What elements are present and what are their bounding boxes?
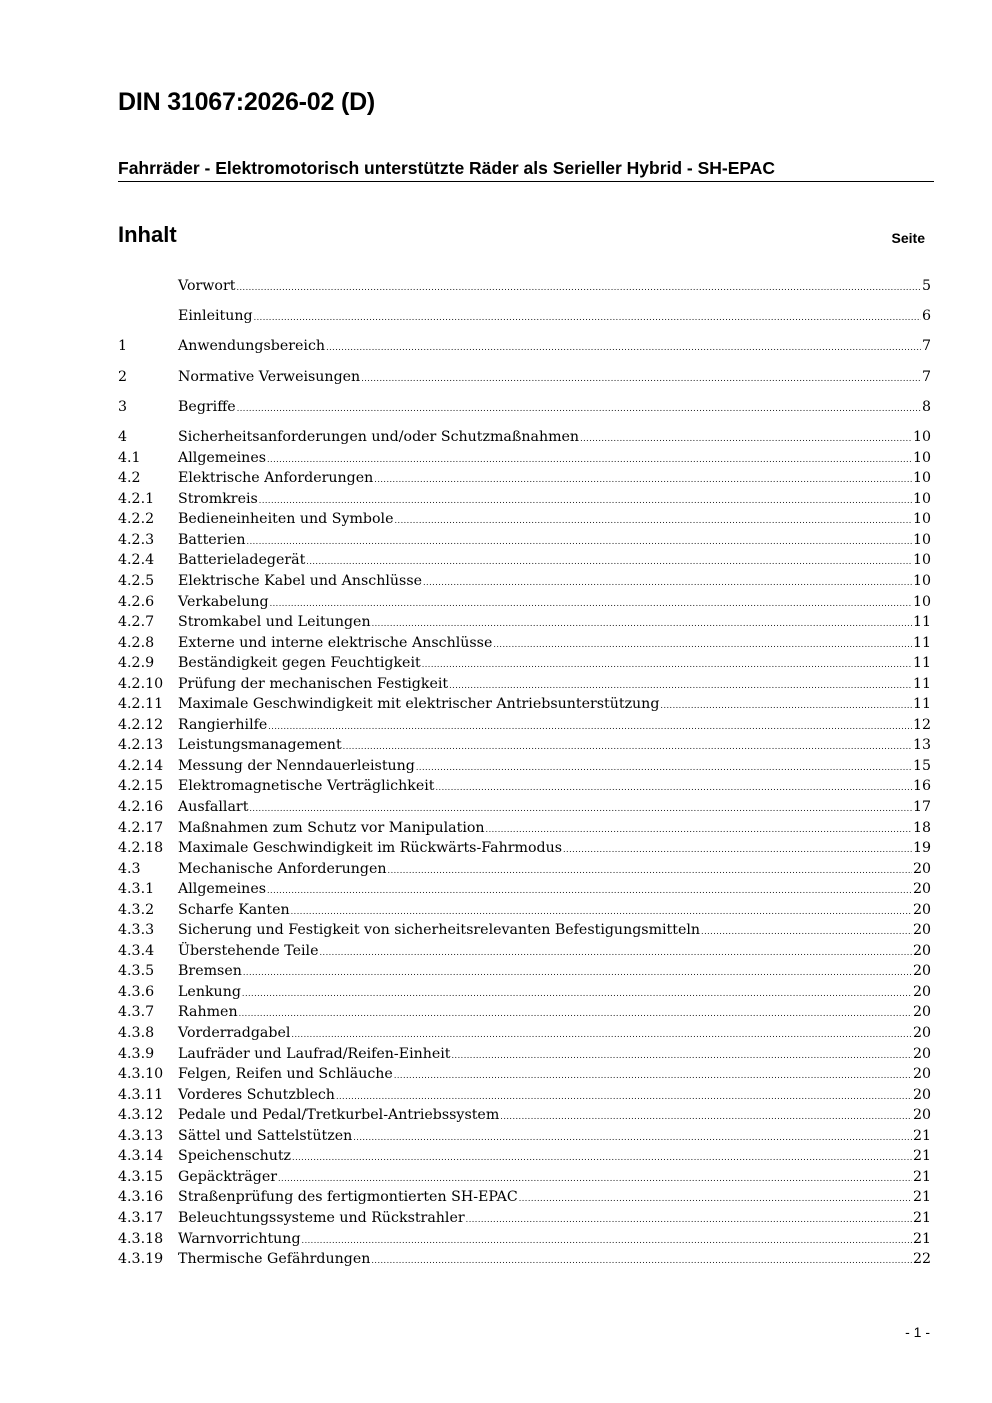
toc-entry[interactable]: [118, 818, 931, 839]
toc-dot-leader: [319, 943, 911, 964]
document-title: DIN 31067:2026-02 (D): [118, 88, 376, 116]
toc-section-title: Scharfe Kanten: [178, 901, 290, 918]
toc-dot-leader: [268, 717, 912, 738]
toc-section-number: 4.3.7: [118, 1004, 155, 1021]
toc-page-number: 11: [912, 696, 931, 713]
toc-section-number: 4.2.17: [118, 819, 164, 836]
toc-section-number: 4.2: [118, 470, 141, 487]
toc-page-number: 20: [912, 1025, 931, 1042]
toc-entry[interactable]: [118, 397, 931, 418]
toc-page-number: 10: [912, 449, 931, 466]
toc-section-title: Sicherung und Festigkeit von sicherheitsrelevanten Befestigungsmitteln: [178, 922, 701, 939]
toc-section-title: Rahmen: [178, 1004, 238, 1021]
toc-section-title: Stromkabel und Leitungen: [178, 614, 371, 631]
toc-dot-leader: [254, 308, 921, 329]
toc-section-title: Warnvorrichtung: [178, 1230, 301, 1247]
toc-section-number: 4.3.6: [118, 983, 155, 1000]
toc-entry[interactable]: [118, 797, 931, 818]
toc-dot-leader: [372, 614, 912, 635]
toc-section-title: Prüfung der mechanischen Festigkeit: [178, 675, 449, 692]
toc-dot-leader: [486, 820, 912, 841]
toc-dot-leader: [242, 984, 912, 1005]
toc-entry[interactable]: [118, 468, 931, 489]
toc-section-number: 4.3.14: [118, 1148, 164, 1165]
toc-page-number: 20: [912, 901, 931, 918]
toc-section-number: 1: [118, 338, 128, 355]
toc-dot-leader: [243, 963, 912, 984]
toc-dot-leader: [493, 635, 912, 656]
toc-section-title: Allgemeines: [178, 881, 266, 898]
toc-page-number: 20: [912, 922, 931, 939]
toc-dot-leader: [361, 369, 921, 390]
toc-dot-leader: [374, 470, 912, 491]
toc-entry[interactable]: [118, 1167, 931, 1188]
toc-section-title: Allgemeines: [178, 449, 266, 466]
toc-page-number: 19: [912, 840, 931, 857]
toc-dot-leader: [239, 1004, 912, 1025]
toc-entry[interactable]: [118, 550, 931, 571]
toc-section-number: 4.2.12: [118, 716, 164, 733]
toc-entry[interactable]: [118, 1126, 931, 1147]
toc-entry[interactable]: [118, 509, 931, 530]
toc-dot-leader: [563, 840, 912, 861]
toc-dot-leader: [701, 922, 912, 943]
toc-page-number: 21: [912, 1148, 931, 1165]
toc-entry[interactable]: [118, 367, 931, 388]
toc-section-title: Elektrische Anforderungen: [178, 470, 374, 487]
toc-page-number: 21: [912, 1189, 931, 1206]
toc-entry[interactable]: [118, 612, 931, 633]
toc-section-number: 4.3.15: [118, 1168, 164, 1185]
toc-page-number: 18: [912, 819, 931, 836]
toc-page-number: 21: [912, 1230, 931, 1247]
document-subtitle: Fahrräder - Elektromotorisch unterstützte Räder als Serieller Hybrid - SH-EPAC: [118, 158, 934, 182]
toc-page-number: 20: [912, 942, 931, 959]
toc-section-title: Ausfallart: [178, 799, 249, 816]
toc-section-number: 4.2.3: [118, 531, 155, 548]
toc-dot-leader: [259, 491, 912, 512]
toc-dot-leader: [249, 799, 912, 820]
toc-dot-leader: [394, 1066, 912, 1087]
toc-section-title: Überstehende Teile: [178, 942, 319, 959]
toc-section-title: Sättel und Sattelstützen: [178, 1127, 353, 1144]
toc-page-number: 10: [912, 511, 931, 528]
toc-dot-leader: [270, 594, 912, 615]
toc-section-title: Elektrische Kabel und Anschlüsse: [178, 573, 423, 589]
toc-entry[interactable]: [118, 1208, 931, 1229]
toc-section-number: 4.2.16: [118, 799, 164, 816]
toc-section-title: Laufräder und Laufrad/Reifen-Einheit: [178, 1045, 451, 1062]
toc-dot-leader: [388, 861, 912, 882]
toc-dot-leader: [291, 902, 912, 923]
contents-heading: Inhalt: [118, 222, 177, 247]
toc-page-number: 8: [921, 398, 931, 415]
toc-page-number: 11: [912, 655, 931, 672]
toc-page-number: 12: [912, 716, 931, 733]
toc-section-title: Rangierhilfe: [178, 716, 268, 733]
toc-page-number: 10: [912, 490, 931, 507]
toc-section-title: Vorwort: [178, 278, 236, 294]
toc-section-number: 4.2.11: [118, 696, 164, 713]
toc-page-number: 10: [912, 470, 931, 487]
toc-dot-leader: [353, 1128, 912, 1149]
toc-section-title: Batterieladegerät: [178, 552, 306, 569]
toc-entry[interactable]: [118, 1044, 931, 1065]
toc-entry[interactable]: [118, 653, 931, 674]
toc-page-number: 22: [912, 1251, 931, 1268]
toc-section-title: Sicherheitsanforderungen und/oder Schutzmaßnahmen: [178, 429, 580, 446]
toc-section-number: 4.2.2: [118, 511, 155, 528]
toc-section-number: 4.2.1: [118, 490, 155, 507]
toc-dot-leader: [292, 1148, 912, 1169]
toc-entry[interactable]: [118, 920, 931, 941]
page-number: - 1 -: [905, 1324, 930, 1340]
toc-dot-leader: [326, 338, 921, 359]
toc-dot-leader: [466, 1210, 912, 1231]
toc-entry[interactable]: [118, 306, 931, 327]
toc-page-number: 21: [912, 1127, 931, 1144]
toc-dot-leader: [500, 1107, 912, 1128]
toc-section-title: Pedale und Pedal/Tretkurbel-Antriebssystem: [178, 1107, 500, 1124]
toc-entry[interactable]: [118, 961, 931, 982]
toc-section-title: Messung der Nenndauerleistung: [178, 757, 415, 774]
toc-page-number: 10: [912, 531, 931, 548]
toc-entry[interactable]: [118, 859, 931, 880]
toc-section-number: 4.3: [118, 860, 141, 877]
toc-page-number: 20: [912, 1045, 931, 1062]
toc-section-number: 4.3.10: [118, 1066, 164, 1083]
toc-section-title: Verkabelung: [178, 593, 269, 610]
toc-section-number: 4.2.13: [118, 737, 164, 754]
toc-section-title: Straßenprüfung des fertigmontierten SH-EPAC: [178, 1189, 518, 1206]
toc-dot-leader: [278, 1169, 912, 1190]
toc-dot-leader: [302, 1231, 912, 1252]
toc-section-title: Bremsen: [178, 963, 242, 980]
toc-section-number: 4.2.4: [118, 552, 155, 569]
toc-dot-leader: [267, 881, 912, 902]
toc-section-number: 4.3.19: [118, 1251, 164, 1268]
toc-entry[interactable]: [118, 756, 931, 777]
toc-entry[interactable]: [118, 776, 931, 797]
toc-entry[interactable]: [118, 941, 931, 962]
toc-page-number: 20: [912, 1004, 931, 1021]
toc-entry[interactable]: [118, 715, 931, 736]
toc-section-title: Lenkung: [178, 983, 241, 1000]
toc-section-number: 4.2.18: [118, 840, 164, 857]
toc-section-number: 4.2.15: [118, 778, 164, 795]
toc-page-number: 21: [912, 1168, 931, 1185]
toc-page-number: 11: [912, 614, 931, 631]
toc-entry[interactable]: [118, 735, 931, 756]
toc-page-number: 20: [912, 881, 931, 898]
toc-page-number: 20: [912, 860, 931, 877]
toc-section-title: Mechanische Anforderungen: [178, 860, 387, 877]
toc-section-title: Normative Verweisungen: [178, 368, 361, 385]
toc-entry[interactable]: [118, 1146, 931, 1167]
toc-section-number: 2: [118, 368, 128, 385]
toc-dot-leader: [660, 696, 912, 717]
toc-section-number: 4.3.8: [118, 1025, 155, 1042]
toc-entry[interactable]: [118, 336, 931, 357]
toc-section-number: 4.3.12: [118, 1107, 164, 1124]
toc-page-number: 17: [912, 799, 931, 816]
toc-page-number: 20: [912, 963, 931, 980]
toc-dot-leader: [371, 1251, 912, 1272]
toc-page-number: 20: [912, 1086, 931, 1103]
toc-entry[interactable]: [118, 1002, 931, 1023]
toc-page-number: 10: [912, 573, 931, 589]
toc-section-number: 4.2.10: [118, 675, 164, 692]
toc-page-number: 11: [912, 634, 931, 651]
toc-section-number: 4.2.6: [118, 593, 155, 610]
toc-dot-leader: [519, 1189, 912, 1210]
toc-section-number: 4.2.5: [118, 573, 155, 589]
toc-section-title: Maximale Geschwindigkeit mit elektrischer Antriebsunterstützung: [178, 696, 660, 713]
toc-entry[interactable]: [118, 633, 931, 654]
toc-page-number: 5: [921, 278, 931, 294]
toc-dot-leader: [267, 450, 912, 471]
toc-dot-leader: [435, 778, 911, 799]
toc-section-number: 4.3.16: [118, 1189, 164, 1206]
toc-section-title: Maximale Geschwindigkeit im Rückwärts-Fahrmodus: [178, 840, 563, 857]
toc-entry[interactable]: [118, 694, 931, 715]
toc-entry[interactable]: [118, 1229, 931, 1250]
toc-page-number: 7: [921, 368, 931, 385]
toc-section-number: 4.3.1: [118, 881, 155, 898]
toc-section-title: Anwendungsbereich: [178, 338, 326, 355]
toc-entry[interactable]: [118, 1085, 931, 1106]
toc-dot-leader: [343, 737, 912, 758]
toc-dot-leader: [394, 511, 911, 532]
toc-dot-leader: [306, 552, 912, 573]
toc-section-title: Felgen, Reifen und Schläuche: [178, 1066, 393, 1083]
toc-section-title: Beständigkeit gegen Feuchtigkeit: [178, 655, 421, 672]
toc-dot-leader: [416, 758, 912, 779]
toc-page-number: 11: [912, 675, 931, 692]
toc-section-title: Einleitung: [178, 308, 253, 325]
toc-section-number: 4.1: [118, 449, 141, 466]
toc-entry[interactable]: [118, 1023, 931, 1044]
toc-dot-leader: [422, 655, 912, 676]
toc-section-title: Elektromagnetische Verträglichkeit: [178, 778, 435, 795]
toc-section-title: Vorderradgabel: [178, 1025, 291, 1042]
toc-entry[interactable]: [118, 448, 931, 469]
toc-entry[interactable]: [118, 838, 931, 859]
toc-section-number: 4: [118, 429, 128, 446]
toc-dot-leader: [423, 573, 912, 594]
toc-section-number: 4.3.13: [118, 1127, 164, 1144]
toc-entry[interactable]: [118, 592, 931, 613]
toc-entry[interactable]: [118, 879, 931, 900]
toc-page-number: 10: [912, 552, 931, 569]
toc-page-number: 21: [912, 1209, 931, 1226]
toc-page-number: 20: [912, 1107, 931, 1124]
toc-section-title: Bedieneinheiten und Symbole: [178, 511, 394, 528]
toc-page-number: 13: [912, 737, 931, 754]
toc-page-number: 20: [912, 1066, 931, 1083]
toc-dot-leader: [449, 676, 912, 697]
toc-entry[interactable]: [118, 530, 931, 551]
toc-entry[interactable]: [118, 1105, 931, 1126]
toc-section-number: 4.2.7: [118, 614, 155, 631]
toc-section-number: 4.2.9: [118, 655, 155, 672]
toc-dot-leader: [237, 399, 921, 420]
toc-section-title: Batterien: [178, 531, 246, 548]
table-of-contents: [118, 276, 931, 1270]
toc-section-number: 4.3.3: [118, 922, 155, 939]
toc-dot-leader: [247, 532, 912, 553]
toc-section-number: 4.3.18: [118, 1230, 164, 1247]
toc-dot-leader: [236, 278, 921, 299]
toc-section-title: Vorderes Schutzblech: [178, 1086, 335, 1103]
toc-section-number: 4.3.9: [118, 1045, 155, 1062]
toc-section-title: Speichenschutz: [178, 1148, 292, 1165]
page-column-label: Seite: [891, 230, 925, 246]
toc-section-number: 4.3.5: [118, 963, 155, 980]
toc-page-number: 10: [912, 429, 931, 446]
toc-entry[interactable]: [118, 427, 931, 448]
toc-entry[interactable]: [118, 674, 931, 695]
toc-entry[interactable]: [118, 276, 931, 297]
toc-section-number: 4.3.11: [118, 1086, 164, 1103]
toc-page-number: 16: [912, 778, 931, 795]
toc-dot-leader: [580, 429, 912, 450]
toc-dot-leader: [452, 1046, 912, 1067]
toc-section-title: Maßnahmen zum Schutz vor Manipulation: [178, 819, 485, 836]
toc-page-number: 6: [921, 308, 931, 325]
toc-section-title: Leistungsmanagement: [178, 737, 342, 754]
toc-section-title: Gepäckträger: [178, 1168, 278, 1185]
toc-section-title: Stromkreis: [178, 490, 258, 507]
toc-dot-leader: [336, 1087, 912, 1108]
toc-section-title: Thermische Gefährdungen: [178, 1251, 371, 1268]
toc-section-number: 4.3.2: [118, 901, 155, 918]
toc-section-number: 4.3.17: [118, 1209, 164, 1226]
toc-entry[interactable]: [118, 489, 931, 510]
toc-page-number: 7: [921, 338, 931, 355]
toc-page-number: 10: [912, 593, 931, 610]
toc-section-number: 4.2.14: [118, 757, 164, 774]
toc-entry[interactable]: [118, 1249, 931, 1270]
toc-entry[interactable]: [118, 1064, 931, 1085]
toc-section-number: 3: [118, 398, 128, 415]
toc-entry[interactable]: [118, 900, 931, 921]
toc-entry[interactable]: [118, 571, 931, 592]
toc-page-number: 15: [912, 757, 931, 774]
toc-section-number: 4.3.4: [118, 942, 155, 959]
toc-page-number: 20: [912, 983, 931, 1000]
toc-entry[interactable]: [118, 1187, 931, 1208]
toc-entry[interactable]: [118, 982, 931, 1003]
toc-section-title: Begriffe: [178, 398, 236, 415]
toc-section-number: 4.2.8: [118, 634, 155, 651]
toc-section-title: Beleuchtungssysteme und Rückstrahler: [178, 1209, 465, 1226]
toc-section-title: Externe und interne elektrische Anschlüsse: [178, 634, 493, 651]
toc-dot-leader: [291, 1025, 912, 1046]
